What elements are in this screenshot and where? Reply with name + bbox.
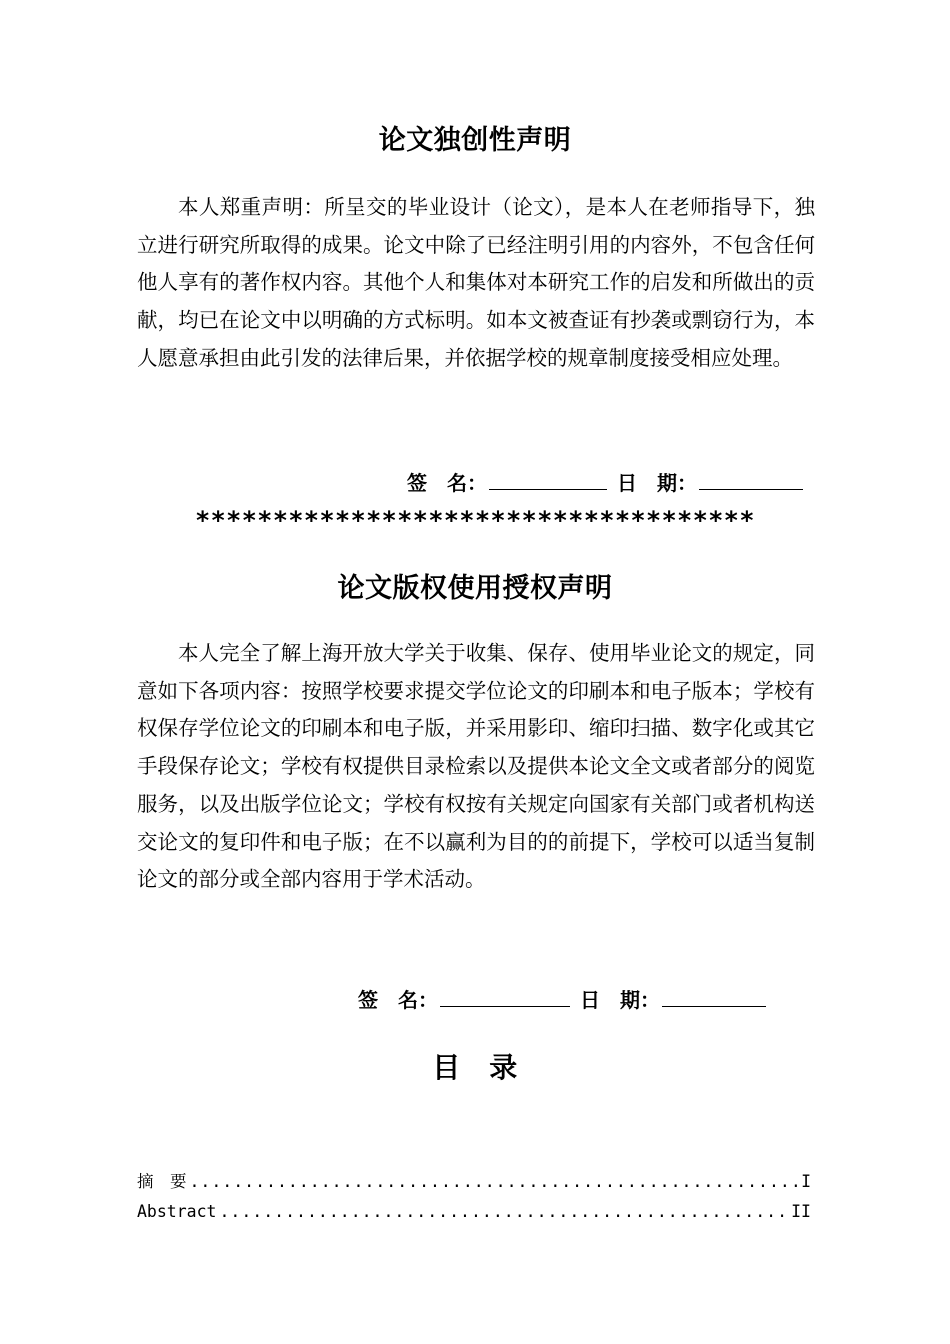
copyright-body: 本人完全了解上海开放大学关于收集、保存、使用毕业论文的规定，同意如下各项内容：按照学校要求提交学位论文的印刷本和电子版本；学校有权保存学位论文的印刷本和电子版，并采用影印、缩印扫描、数字化或其它手段保存论文；学校有权提供目录检索以及提供本论文全文或者部分的阅览服务，以及出版学位论文；学校有权按有关规定向国家有关部门或者机构送交论文的复印件和电子版；在不以赢利为目的的前提下，学校可以适当复制论文的部分或全部内容用于学术活动。	[137, 641, 815, 892]
originality-date-blank[interactable]	[699, 471, 803, 490]
toc-entry-abstract-en[interactable]	[137, 1202, 811, 1221]
copyright-date-blank[interactable]	[662, 988, 766, 1007]
originality-title: 论文独创性声明	[378, 125, 572, 156]
originality-sign-label: 签 名：	[407, 471, 487, 495]
copyright-sign-blank[interactable]	[440, 988, 570, 1007]
originality-date-label: 日 期：	[617, 471, 697, 495]
copyright-signature-line	[358, 984, 776, 1013]
toc-entry-label: 摘 要	[137, 1172, 187, 1191]
toc-leader-dots	[219, 1202, 788, 1221]
toc-title: 目 录	[432, 1051, 518, 1084]
toc-leader-dots	[190, 1172, 799, 1191]
originality-sign-blank[interactable]	[489, 471, 607, 490]
toc-entry-label: Abstract	[137, 1202, 217, 1221]
toc-entry-page: I	[801, 1172, 811, 1191]
copyright-title: 论文版权使用授权声明	[337, 573, 613, 604]
separator-stars: ************************************	[195, 506, 755, 535]
copyright-sign-label: 签 名：	[358, 988, 438, 1012]
toc-entry-abstract-cn[interactable]	[137, 1168, 811, 1192]
originality-body: 本人郑重声明：所呈交的毕业设计（论文），是本人在老师指导下，独立进行研究所取得的成果。论文中除了已经注明引用的内容外，不包含任何他人享有的著作权内容。其他个人和集体对本研究工作的启发和所做出的贡献，均已在论文中以明确的方式标明。如本文被查证有抄袭或剽窃行为，本人愿意承担由此引发的法律后果，并依据学校的规章制度接受相应处理。	[137, 195, 815, 370]
originality-signature-line	[407, 467, 813, 496]
copyright-date-label: 日 期：	[580, 988, 660, 1012]
toc-entry-page: II	[791, 1202, 811, 1221]
